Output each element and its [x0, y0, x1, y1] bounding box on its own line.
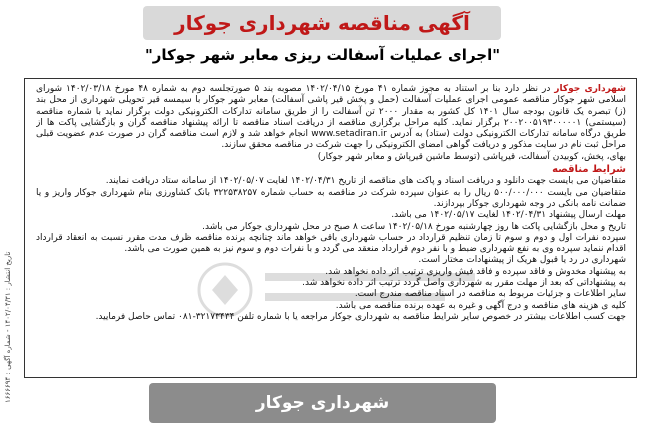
intro-paragraph [36, 84, 626, 152]
condition-item: متقاضیان می بایست جهت دانلود و دریافت اسناد و پاکت های مناقصه از تاریخ ۱۴۰۲/۰۴/۳۱ لغایت ۱۴۰۲/۰۵/۰۷ از سامانه ستاد دریافت نمایند. [105, 176, 626, 187]
condition-item: متقاضیان می بایست ۵۰۰/۰۰۰/۰۰۰ ریال را به عنوان سپرده شرکت در مناقصه به حساب شماره ۳۲۲۵۳۸۲۵۷ بانک کشاورزی بنام شهرداری جوکار واریز و یا ضمانت نامه بانکی در وجه شهرداری جوکار بپردازند. [36, 187, 626, 209]
notice-body [36, 84, 626, 374]
notice-title-bar [143, 6, 501, 40]
footer-org-bar [149, 383, 496, 423]
condition-item: جهت کسب اطلاعات بیشتر در خصوص سایر شرایط مناقصه به شهرداری جوکار مراجعه یا با شماره تلفن ۳۲۱۷۳۴۳۴-۰۸۱ تماس حاصل فرمایید. [95, 311, 626, 322]
intro-lead: شهرداری جوکار [554, 84, 626, 94]
condition-item: به پیشنهاد مخدوش و فاقد سپرده و فاقد فیش واریزی ترتیب اثر داده نخواهد شد. [325, 266, 626, 277]
condition-item: به پیشنهاداتی که بعد از مهلت مقرر به شهرداری واصل گردد ترتیب اثر داده نخواهد شد. [302, 278, 626, 289]
condition-item: سپرده نفرات اول و دوم و سوم تا زمان تنظیم قرارداد در حساب شهرداری باقی خواهد ماند چنانچه برنده مناقصه ظرف مدت مقرر نسبت به انعقاد قرارداد اقدام ننماید سپرده وی به نفع شهرداری ضبط و با نفر دوم قرارداد منعقد می گردد و با نفرات دوم و سوم نیز به همین صورت می باشد. [36, 232, 626, 255]
condition-item: کلیه ی هزینه های مناقصه و درج آگهی و غیره به عهده برنده مناقصه می باشد. [335, 300, 626, 311]
notice-subject: "اجرای عملیات آسفالت ریزی معابر شهر جوکار" [144, 46, 501, 64]
condition-item: تاریخ و محل بازگشایی پاکت ها روز چهارشنبه مورخ ۱۴۰۲/۰۵/۱۸ ساعت ۸ صبح در محل شهرداری جوکار می باشد. [202, 221, 626, 232]
notice-title: آگهی مناقصه شهرداری جوکار [174, 11, 470, 35]
intro-text: در نظر دارد بنا بر استناد به مجوز شماره ۴۱ مورخ ۱۴۰۲/۰۴/۱۵ مصوبه بند ۵ صورتجلسه دوم به شماره ۴۸ مورخ ۱۴۰۲/۰۳/۱۸ شورای اسلامی شهر جوکار مناقصه عمومی اجرای عملیات آسفالت (حمل و پخش قیر پاشی آسفالت) معابر شهر جوکار با سیمسه قیر تحویلی شهرداری از محل بند (ز) تبصره یک قانون بودجه سال ۱۴۰۱ کل کشور به مقدار ۲۰۰۰ تن آسفالت را از طریق سامانه تدارکات الکترونیکی دولت برگزار نماید با شماره مناقصه (سیستمی) ۲۰۰۲۰۰۵۱۹۳۰۰۰۰۰۱ برگزار نماید. کلیه مراحل برگزاری مناقصه از دریافت اسناد مناقصه تا ارائه پیشنهاد مناقصه گران و بازگشایی پاکت ها از طریق درگاه سامانه تدارکات الکترونیکی دولت (ستاد) به آدرس www.setadiran.ir انجام خواهد شد و لازم است مناقصه گران در صورت عدم عضویت قبلی مراحل ثبت نام در سایت مذکور و دریافت گواهی امضای الکترونیکی را جهت شرکت در مناقصه محقق سازند. [36, 84, 626, 151]
condition-item: سایر اطلاعات و جزئیات مربوط به مناقصه در اسناد مناقصه مندرج است. [354, 289, 626, 300]
intro-note: بهای، پخش، کوبیدن آسفالت، قیرپاشی (توسط ماشین قیرپاش و معابر شهر جوکار) [317, 151, 626, 162]
publication-side-note: تاریخ انتشار : ۱۴۰۲/۰۴/۳۱ - شماره آگهی : ۱۶۶۶۶۹۴ [4, 252, 12, 404]
condition-item: مهلت ارسال پیشنهاد ۱۴۰۲/۰۴/۳۱ لغایت ۱۴۰۲/۰۵/۱۷ می باشد. [391, 210, 626, 221]
condition-item: شهرداری در رد یا قبول هریک از پیشنهادات مختار است. [418, 255, 626, 266]
conditions-title: شرایط مناقصه [552, 164, 626, 176]
footer-org-name: شهرداری جوکار [255, 393, 390, 413]
